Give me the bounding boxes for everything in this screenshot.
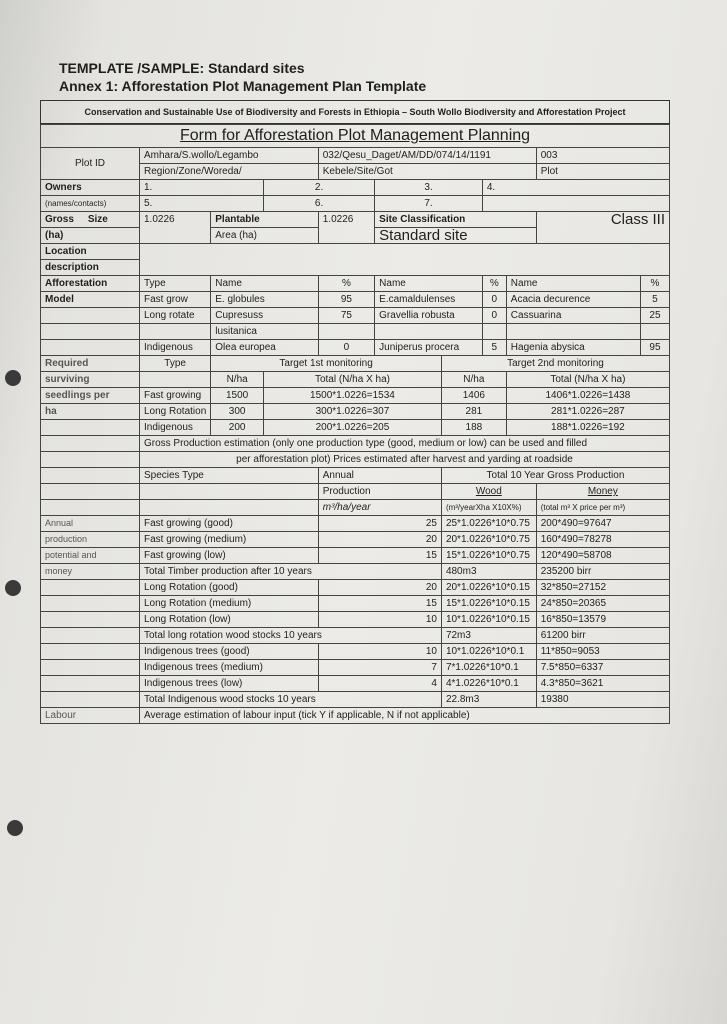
- prod-cell: 20: [318, 580, 441, 596]
- model-cell: Indigenous: [139, 340, 210, 356]
- req-cell: Fast growing: [139, 388, 210, 404]
- plot-id-label: Plot ID: [41, 148, 140, 180]
- prod-cell: Total Indigenous wood stocks 10 years: [139, 692, 441, 708]
- prod-cell: 120*490=58708: [536, 548, 669, 564]
- wood-formula: (m³/yearXha X10X%): [441, 500, 536, 516]
- req-col-head: N/ha: [441, 372, 506, 388]
- req-col-head: N/ha: [211, 372, 264, 388]
- prod-cell: Fast growing (good): [139, 516, 318, 532]
- prod-cell: 7: [318, 660, 441, 676]
- punch-hole: [5, 580, 21, 596]
- owner-6: 6.: [263, 196, 374, 212]
- model-cell: Hagenia abysica: [506, 340, 640, 356]
- prod-cell: 25*1.0226*10*0.75: [441, 516, 536, 532]
- model-head-pct2: %: [482, 276, 506, 292]
- req-cell: 200: [211, 420, 264, 436]
- prod-cell: 480m3: [441, 564, 536, 580]
- prod-cell: Indigenous trees (good): [139, 644, 318, 660]
- gross-size-value: 1.0226: [139, 212, 210, 244]
- req-col-head: Total (N/ha X ha): [263, 372, 441, 388]
- owner-4: 4.: [482, 180, 669, 196]
- prod-cell: 10: [318, 612, 441, 628]
- model-cell: 5: [640, 292, 669, 308]
- prod-cell: 32*850=27152: [536, 580, 669, 596]
- model-cell: Cassuarina: [506, 308, 640, 324]
- prod-cell: 20: [318, 532, 441, 548]
- prod-cell: 4: [318, 676, 441, 692]
- annual-label-2: Production: [318, 484, 441, 500]
- side-label: Annual: [41, 516, 140, 532]
- project-header: Conservation and Sustainable Use of Biodiversity and Forests in Ethiopia – South Wollo Biodiversity and Afforestation Project: [40, 100, 670, 124]
- plantable-value: 1.0226: [318, 212, 374, 244]
- location-sublabel: description: [41, 260, 140, 276]
- req-col-head: Total (N/ha X ha): [506, 372, 669, 388]
- req-cell: 300*1.0226=307: [263, 404, 441, 420]
- kebele-label: Kebele/Site/Got: [318, 164, 536, 180]
- required-type-label: Type: [139, 356, 210, 372]
- req-cell: 300: [211, 404, 264, 420]
- required-label: Required: [41, 356, 140, 372]
- model-sublabel: Model: [41, 292, 140, 308]
- req-cell: Long Rotation: [139, 404, 210, 420]
- prod-cell: 24*850=20365: [536, 596, 669, 612]
- kebele-value: 032/Qesu_Daget/AM/DD/074/14/1191: [318, 148, 536, 164]
- region-label: Region/Zone/Woreda/: [139, 164, 318, 180]
- req-cell: 1500*1.0226=1534: [263, 388, 441, 404]
- model-head-pct1: %: [318, 276, 374, 292]
- prod-cell: Indigenous trees (medium): [139, 660, 318, 676]
- owner-3: 3.: [375, 180, 483, 196]
- model-cell: 5: [482, 340, 506, 356]
- model-cell: Olea europea: [211, 340, 318, 356]
- prod-cell: 15*1.0226*10*0.15: [441, 596, 536, 612]
- req-cell: Indigenous: [139, 420, 210, 436]
- model-head-type: Type: [139, 276, 210, 292]
- prod-cell: 11*850=9053: [536, 644, 669, 660]
- prod-cell: Long Rotation (low): [139, 612, 318, 628]
- prod-cell: 10*1.0226*10*0.1: [441, 644, 536, 660]
- prod-cell: Long Rotation (good): [139, 580, 318, 596]
- owner-5: 5.: [139, 196, 263, 212]
- owners-sublabel: (names/contacts): [41, 196, 140, 212]
- model-head-name2: Name: [375, 276, 483, 292]
- prod-cell: Indigenous trees (low): [139, 676, 318, 692]
- model-head-pct3: %: [640, 276, 669, 292]
- class-value: Class III: [536, 212, 669, 244]
- side-label: potential and: [41, 548, 140, 564]
- model-cell: 75: [318, 308, 374, 324]
- model-cell: Long rotate: [139, 308, 210, 324]
- req-cell: 188: [441, 420, 506, 436]
- req-cell: 281: [441, 404, 506, 420]
- model-cell: 95: [640, 340, 669, 356]
- plot-label: Plot: [536, 164, 669, 180]
- gross-ha-label: (ha): [41, 228, 140, 244]
- req-cell: 1406*1.0226=1438: [506, 388, 669, 404]
- money-formula: (total m³ X price per m³): [536, 500, 669, 516]
- prod-cell: 72m3: [441, 628, 536, 644]
- prod-cell: 19380: [536, 692, 669, 708]
- owner-2: 2.: [263, 180, 374, 196]
- labour-label: Labour: [41, 708, 140, 724]
- prod-cell: 235200 birr: [536, 564, 669, 580]
- owner-1: 1.: [139, 180, 263, 196]
- model-cell: Juniperus procera: [375, 340, 483, 356]
- required-sublabel: seedlings per: [41, 388, 140, 404]
- model-cell: 0: [318, 340, 374, 356]
- model-cell: lusitanica: [211, 324, 318, 340]
- prod-cell: 20*1.0226*10*0.15: [441, 580, 536, 596]
- gross-size-label: [41, 212, 140, 228]
- model-cell: Gravellia robusta: [375, 308, 483, 324]
- prod-cell: 20*1.0226*10*0.75: [441, 532, 536, 548]
- target1-label: Target 1st monitoring: [211, 356, 442, 372]
- req-cell: 200*1.0226=205: [263, 420, 441, 436]
- prod-cell: 15: [318, 548, 441, 564]
- prod-cell: Total long rotation wood stocks 10 years: [139, 628, 441, 644]
- site-class-value: Standard site: [375, 228, 537, 244]
- side-label: production: [41, 532, 140, 548]
- template-title: TEMPLATE /SAMPLE: Standard sites: [59, 60, 305, 76]
- model-cell: E. globules: [211, 292, 318, 308]
- owner-7: 7.: [375, 196, 483, 212]
- prod-cell: 160*490=78278: [536, 532, 669, 548]
- plantable-label: Plantable: [211, 212, 318, 228]
- model-cell: Acacia decurence: [506, 292, 640, 308]
- gross-label: Gross: [45, 214, 74, 225]
- annex-title: Annex 1: Afforestation Plot Management Plan Template: [59, 78, 427, 94]
- labour-note: Average estimation of labour input (tick Y if applicable, N if not applicable): [139, 708, 669, 724]
- prod-cell: 15: [318, 596, 441, 612]
- model-cell: E.camaldulenses: [375, 292, 483, 308]
- total-production-label: Total 10 Year Gross Production: [441, 468, 669, 484]
- prod-cell: Fast growing (low): [139, 548, 318, 564]
- model-label: Afforestation: [41, 276, 140, 292]
- model-cell: 0: [482, 292, 506, 308]
- wood-label: Wood: [441, 484, 536, 500]
- species-type-label: Species Type: [139, 468, 318, 484]
- form-title: Form for Afforestation Plot Management Planning: [41, 125, 670, 148]
- site-class-label: Site Classification: [375, 212, 537, 228]
- production-note-1: Gross Production estimation (only one production type (good, medium or low) can be used and filled: [139, 436, 669, 452]
- prod-cell: 10*1.0226*10*0.15: [441, 612, 536, 628]
- required-sublabel: ha: [41, 404, 140, 420]
- model-head-name3: Name: [506, 276, 640, 292]
- money-label: Money: [536, 484, 669, 500]
- required-sublabel: surviving: [41, 372, 140, 388]
- model-head-name1: Name: [211, 276, 318, 292]
- prod-cell: 7*1.0226*10*0.1: [441, 660, 536, 676]
- prod-cell: 4*1.0226*10*0.1: [441, 676, 536, 692]
- side-label: money: [41, 564, 140, 580]
- prod-cell: 25: [318, 516, 441, 532]
- prod-cell: 7.5*850=6337: [536, 660, 669, 676]
- target2-label: Target 2nd monitoring: [441, 356, 669, 372]
- location-label: Location: [41, 244, 140, 260]
- prod-cell: 16*850=13579: [536, 612, 669, 628]
- owners-label: Owners: [41, 180, 140, 196]
- form-table: [40, 124, 670, 724]
- prod-cell: 200*490=97647: [536, 516, 669, 532]
- prod-cell: Long Rotation (medium): [139, 596, 318, 612]
- annual-label: Annual: [318, 468, 441, 484]
- req-cell: 188*1.0226=192: [506, 420, 669, 436]
- plantable-area-label: Area (ha): [211, 228, 318, 244]
- prod-cell: 15*1.0226*10*0.75: [441, 548, 536, 564]
- size-label: Size: [87, 214, 108, 225]
- req-cell: 1406: [441, 388, 506, 404]
- annual-unit: m³/ha/year: [318, 500, 441, 516]
- punch-hole: [7, 820, 23, 836]
- prod-cell: 4.3*850=3621: [536, 676, 669, 692]
- prod-cell: Total Timber production after 10 years: [139, 564, 441, 580]
- model-cell: Cupresuss: [211, 308, 318, 324]
- req-cell: 1500: [211, 388, 264, 404]
- model-cell: 0: [482, 308, 506, 324]
- prod-cell: 22.8m3: [441, 692, 536, 708]
- req-cell: 281*1.0226=287: [506, 404, 669, 420]
- prod-cell: 61200 birr: [536, 628, 669, 644]
- model-cell: Fast grow: [139, 292, 210, 308]
- region-value: Amhara/S.wollo/Legambo: [139, 148, 318, 164]
- prod-cell: 10: [318, 644, 441, 660]
- model-cell: 95: [318, 292, 374, 308]
- production-note-2: per afforestation plot) Prices estimated after harvest and yarding at roadside: [139, 452, 669, 468]
- plot-number: 003: [536, 148, 669, 164]
- punch-hole: [5, 370, 21, 386]
- model-cell: 25: [640, 308, 669, 324]
- form-frame: [40, 100, 670, 880]
- prod-cell: Fast growing (medium): [139, 532, 318, 548]
